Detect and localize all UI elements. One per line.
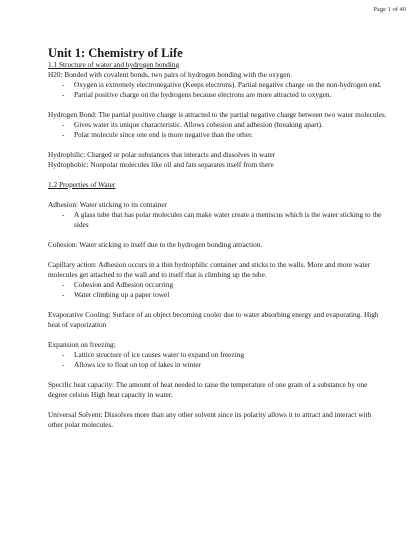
h2o-bullet-list [48, 80, 388, 100]
capillary-bullet-list [48, 280, 388, 300]
page-content [48, 46, 388, 430]
list-item: - Water climbing up a paper towel [62, 290, 388, 300]
hydrogen-bond-bullet-list [48, 120, 388, 140]
h2o-paragraph: H20: Bonded with covalent bonds, two pairs of hydrogen bonding with the oxygen. [48, 70, 293, 79]
expansion-paragraph: Expansion on freezing: [48, 340, 116, 349]
list-item: - A glass tube that has polar molecules can make water create a meniscus which is the water sticking to the sides [62, 210, 388, 230]
cohesion-paragraph: Cohesion: Water sticking to itself due to the hydrogen bonding attraction. [48, 240, 263, 249]
specific-heat-paragraph: Specific heat capacity: The amount of heat needed to raise the temperature of one gram of a substance by one degree celsius High heat capacity in water. [48, 380, 368, 399]
list-item: - Cohesion and Adhesion occurring [62, 280, 388, 290]
evaporative-cooling-paragraph: Evaporative Cooling: Surface of an object becoming cooler due to water absorbing energy and evaporating. High heat of vaporization [48, 310, 379, 329]
list-item: - Partial positive charge on the hydrogens because electrons are more attracted to oxygen. [62, 90, 388, 100]
hydrophilic-paragraph: Hydrophilic: Charged or polar substances that interacts and dissolves in water [48, 150, 276, 159]
capillary-action-paragraph: Capillary action: Adhesion occurs in a thin hydrophilic container and sticks to the walls. More and more water molecules get attached to the wall and to itself that is climbing up the tube. [48, 260, 371, 279]
universal-solvent-paragraph: Universal Solvent: Dissolves more than any other solvent since its polarity allows it to attract and interact with other polar molecules. [48, 410, 372, 429]
hydrophobic-paragraph: Hydrophobic: Nonpolar molecules like oil and fats separates itself from there [48, 160, 274, 169]
page-number: Page 1 of 40 [373, 6, 406, 13]
hydrogen-bond-paragraph: Hydrogen Bond: The partial positive charge is attracted to the partial negative charge between two water molecules. [48, 110, 387, 119]
list-item: - Lattice structure of ice causes water to expand on freezing [62, 350, 388, 360]
list-item: - Polar molecule since one end is more negative than the other. [62, 130, 388, 140]
page-title: Unit 1: Chemistry of Life [48, 46, 183, 60]
adhesion-paragraph: Adhesion: Water sticking to its container [48, 200, 168, 209]
adhesion-bullet-list [48, 210, 388, 230]
section-1-2-heading: 1.2 Properties of Water [48, 180, 116, 189]
section-1-1-heading: 1.1 Structure of water and hydrogen bonding [48, 60, 180, 69]
list-item: - Oxygen is extremely electronegative (Keeps electrons). Partial negative charge on the non-hydrogen end. [62, 80, 388, 90]
list-item: - Gives water its unique characteristic. Allows cohesion and adhesion (breaking apart). [62, 120, 388, 130]
expansion-bullet-list [48, 350, 388, 370]
list-item: - Allows ice to float on top of lakes in winter [62, 360, 388, 370]
